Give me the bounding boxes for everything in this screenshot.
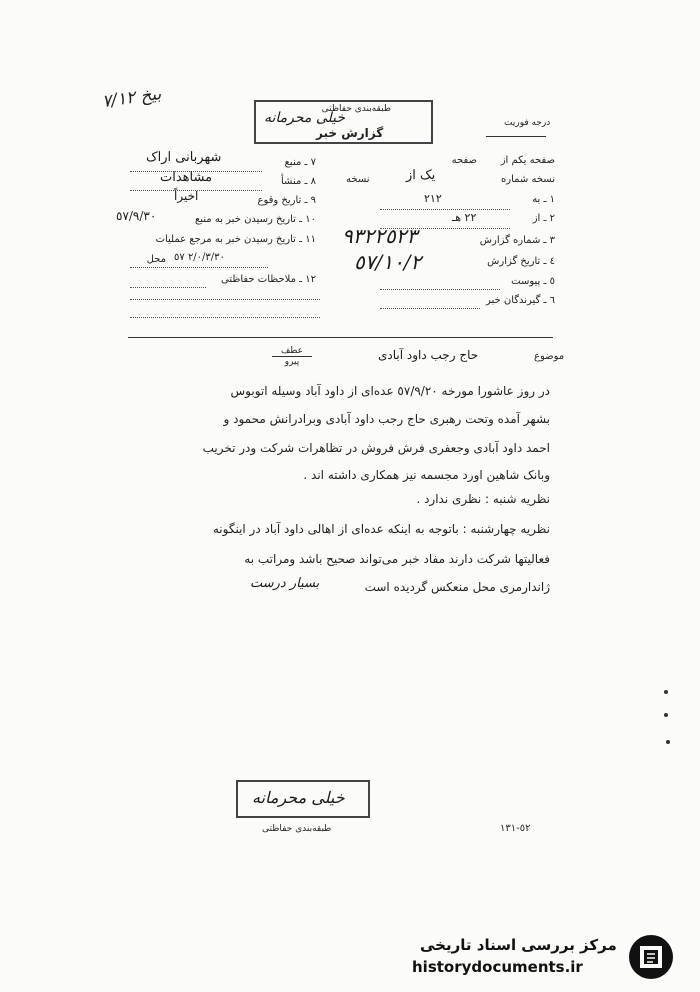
- subject-label: موضوع: [534, 351, 565, 362]
- peyro-label: پیرو: [284, 357, 300, 367]
- watermark-site: historydocuments.ir: [412, 958, 583, 976]
- field-received-source-label: ١٠ ـ تاریخ رسیدن خبر به منبع: [194, 214, 316, 225]
- classification-stamp-label: طبقه‌بندی حفاظتی: [321, 104, 391, 114]
- body-signature: بسیار درست: [250, 576, 320, 591]
- field-place-line: [130, 266, 268, 268]
- field-occurrence-value: اخیراً: [174, 189, 199, 203]
- field-origin-label: ٨ ـ منشأ: [280, 176, 316, 187]
- field-report-number-label: ٣ ـ شماره گزارش: [479, 235, 555, 246]
- field-copy-label: نسخه شماره: [501, 174, 555, 185]
- field-received-ops-label: ١١ ـ تاریخ رسیدن خبر به مرجع عملیات: [155, 234, 316, 245]
- edge-mark: [666, 740, 670, 744]
- header-divider: [486, 136, 546, 137]
- field-page-label: صفحه یکم از: [500, 155, 555, 166]
- atf-box: [272, 346, 312, 367]
- watermark: [404, 930, 694, 984]
- field-recipients-line: [380, 307, 480, 309]
- report-type: گزارش خبر: [316, 126, 384, 140]
- field-copy-extra: نسخه: [346, 174, 370, 185]
- field-origin-value: مشاهدات: [160, 170, 213, 185]
- field-place-label: محل: [146, 254, 166, 265]
- edge-mark: [664, 713, 668, 717]
- field-security-line-1: [130, 286, 206, 288]
- footer-form-number: ٥٢-١٣١: [500, 823, 531, 834]
- field-source-label: ٧ ـ منبع: [284, 157, 316, 168]
- footer-stamp-text: خیلی محرمانه: [252, 788, 345, 807]
- section-divider: [128, 337, 553, 338]
- field-page-value: صفحه: [451, 155, 477, 166]
- field-attachment-line: [380, 288, 500, 290]
- atf-label: عطف: [280, 346, 304, 356]
- field-report-number-value: ٩٣٢٢٥٢٣: [342, 224, 418, 248]
- field-place-value: ٢/٠/٣/٣٠ ٥٧: [174, 252, 225, 263]
- watermark-org-name: مرکز بررسی اسناد تاریخی: [420, 936, 617, 954]
- subject-value: حاج رجب داود آبادی: [378, 348, 479, 362]
- footer-stamp: [236, 780, 370, 818]
- body-line-1: در روز عاشورا مورخه ٥٧/٩/٢٠ عده‌ای از داود آباد وسیله اتوبوس: [230, 384, 550, 398]
- body-line-7: فعالیتها شرکت دارند مفاد خبر می‌تواند صحیح باشد ومراتب به: [244, 552, 550, 566]
- field-to-label: ١ ـ به: [532, 194, 555, 205]
- body-line-5: نظریه شنبه : نظری ندارد .: [416, 492, 550, 506]
- field-security-notes-label: ١٢ ـ ملاحظات حفاظتی: [221, 274, 316, 285]
- field-to-value: ٢١٢: [424, 192, 442, 205]
- field-security-line-3: [130, 316, 320, 318]
- classification-stamp: [254, 100, 433, 144]
- field-occurrence-label: ٩ ـ تاریخ وقوع: [257, 195, 316, 206]
- body-line-4: وبانک شاهین اورد مجسمه نیز همکاری داشته اند .: [303, 468, 550, 482]
- field-security-line-2: [130, 298, 320, 300]
- body-line-2: بشهر آمده وتحت رهبری حاج رجب داود آبادی وبرادرانش محمود و: [223, 412, 550, 426]
- field-recipients-label: ٦ ـ گیرندگان خبر: [485, 295, 555, 306]
- classification-handwritten: خیلی محرمانه: [264, 110, 346, 126]
- body-line-6: نظریه چهارشنبه : باتوجه به اینکه عده‌ای از اهالی داود آباد در اینگونه: [212, 522, 550, 536]
- field-report-date-value: ٥٧/١٠/٢: [354, 250, 422, 274]
- field-copy-value: یک از: [406, 168, 436, 183]
- field-source-value: شهربانی اراک: [146, 150, 222, 165]
- field-from-value: ٢٢ هـ: [452, 211, 477, 224]
- footer-classification-label: طبقه‌بندی حفاظتی: [262, 824, 332, 834]
- field-from-label: ٢ ـ از: [532, 213, 555, 224]
- field-received-source-value: ٥٧/٩/٣٠: [116, 209, 157, 223]
- field-to-line: [380, 208, 510, 210]
- field-attachment-label: ٥ ـ پیوست: [511, 276, 555, 287]
- body-line-8: ژاندارمری محل منعکس گردیده است: [364, 580, 550, 594]
- watermark-logo-icon: [626, 932, 676, 982]
- field-report-date-label: ٤ ـ تاریخ گزارش: [487, 256, 555, 267]
- edge-mark: [664, 690, 668, 694]
- corner-note: بيخ ٧/١٢: [100, 83, 163, 113]
- priority-label: درجه فوریت: [504, 118, 551, 128]
- body-line-3: احمد داود آبادی وجعفری فرش فروش در تظاهرات شرکت ودر تخریب: [202, 441, 550, 455]
